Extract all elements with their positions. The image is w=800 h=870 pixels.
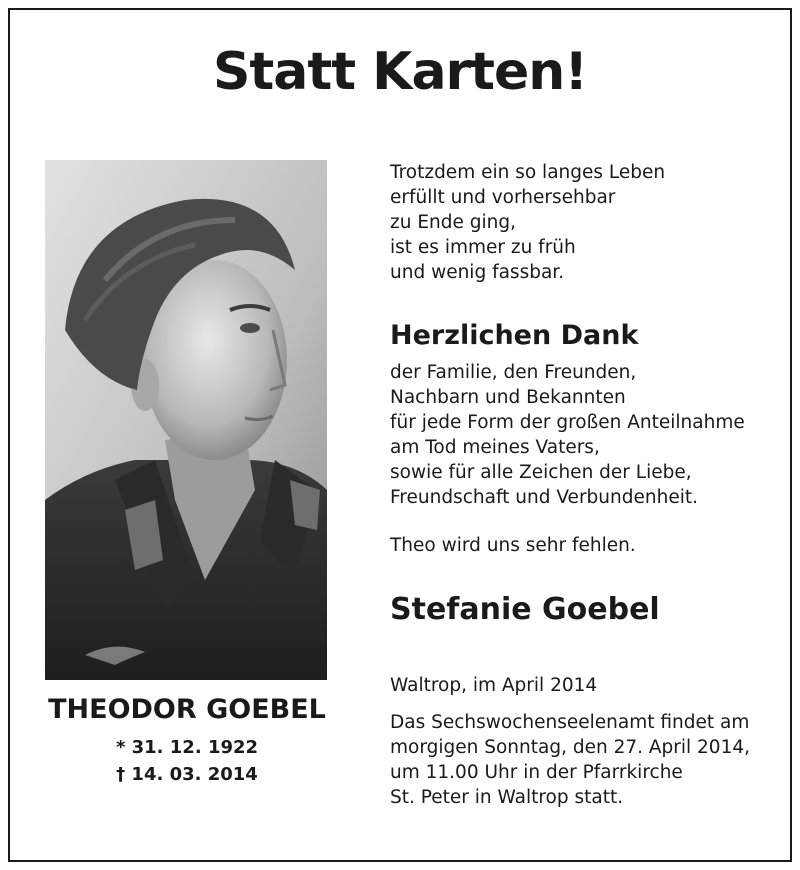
mass-line: St. Peter in Waltrop statt. [390,787,624,808]
poem-line: Trotzdem ein so langes Leben [390,162,666,183]
thanks-line: sowie für alle Zeichen der Liebe, [390,462,692,483]
mass-announcement [390,710,780,810]
poem-line: ist es immer zu früh [390,237,576,258]
poem-line: zu Ende ging, [390,212,516,233]
portrait-photo [45,160,327,680]
thanks-line: Freundschaft und Verbundenheit. [390,487,698,508]
thanks-line: Nachbarn und Bekannten [390,387,626,408]
deceased-name: THEODOR GOEBEL [48,694,326,725]
memorial-poem [390,160,780,285]
place-date: Waltrop, im April 2014 [390,675,598,696]
mass-line: um 11.00 Uhr in der Pfarrkirche [390,762,683,783]
thanks-line: für jede Form der großen Anteilnahme [390,412,745,433]
poem-line: und wenig fassbar. [390,262,565,283]
thanks-text [390,360,780,510]
birth-date: * 31. 12. 1922 [115,737,259,758]
death-date: † 14. 03. 2014 [116,764,258,785]
mass-line: morgigen Sonntag, den 27. April 2014, [390,737,751,758]
missed-line: Theo wird uns sehr fehlen. [390,535,636,556]
poem-line: erfüllt und vorhersehbar [390,187,616,208]
thanks-line: am Tod meines Vaters, [390,437,600,458]
thanks-line: der Familie, den Freunden, [390,362,637,383]
mass-line: Das Sechswochenseelenamt findet am [390,712,750,733]
notice-title: Statt Karten! [212,42,588,102]
thanks-heading: Herzlichen Dank [390,320,639,351]
signer-name: Stefanie Goebel [390,592,660,627]
